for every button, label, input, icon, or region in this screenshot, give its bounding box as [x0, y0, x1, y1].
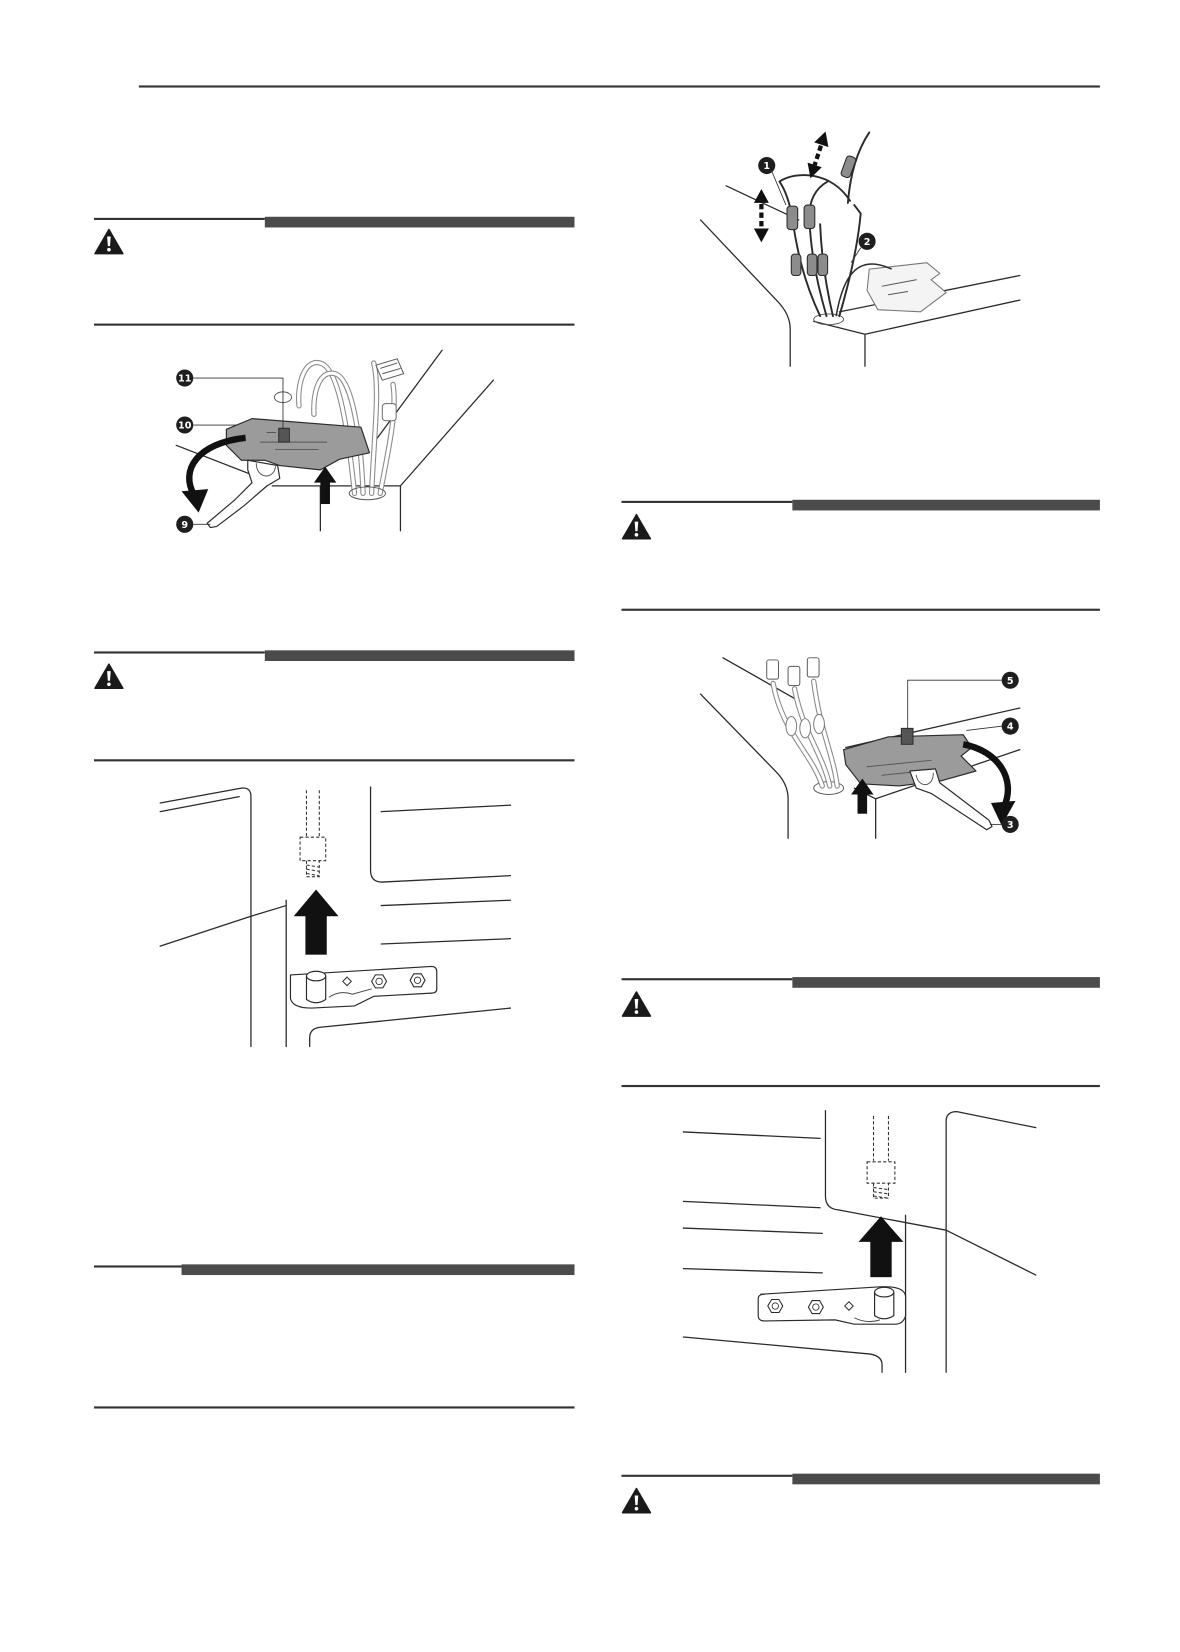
callout-4: 4: [1006, 721, 1014, 733]
warning-header-line: [622, 978, 793, 980]
warning-header-bar: [265, 217, 575, 228]
hinge-pin-outline: [300, 790, 326, 876]
pull-arrow-icon: [754, 189, 769, 242]
door-outline: [906, 1112, 1036, 1373]
hinge-bracket: [290, 966, 436, 1008]
callout-1: 1: [763, 161, 771, 173]
warning-header-bar: [792, 500, 1100, 511]
door-outline: [160, 788, 251, 946]
callout-5: 5: [1006, 675, 1014, 687]
up-arrow-icon: [859, 1216, 904, 1277]
warning-header-line: [94, 651, 265, 653]
warning-header-bar: [792, 1474, 1100, 1485]
warning-header-bar: [265, 650, 575, 661]
warning-header-line: [622, 1475, 793, 1477]
figure-hinge-pin-right: [678, 1100, 1046, 1380]
warning-footer-rule: [94, 759, 575, 761]
callout-3: 3: [1006, 819, 1014, 831]
figure-hinge-pin-left: [150, 777, 518, 1053]
hinge-pin-outline: [867, 1116, 895, 1198]
warning-icon: [622, 1486, 652, 1514]
figure-hinge-cover-right: [694, 646, 1036, 849]
callout-11: 11: [178, 373, 192, 385]
warning-icon: [622, 990, 652, 1018]
warning-icon: [94, 662, 124, 690]
header-rule: [139, 85, 1100, 87]
callout-10: 10: [178, 420, 192, 432]
warning-header-line: [622, 501, 793, 503]
wire-connectors: [787, 155, 857, 275]
warning-footer-rule: [622, 1085, 1100, 1087]
wire-bundle: [767, 658, 837, 786]
note-header-bar: [182, 1264, 575, 1275]
note-footer-rule: [94, 1406, 575, 1408]
hinge-cover-plate: [867, 263, 946, 312]
warning-icon: [94, 227, 124, 255]
hinge-cover-lever: [207, 460, 280, 527]
cabinet-outline: [683, 1111, 946, 1373]
note-header-line: [94, 1265, 182, 1267]
hinge-bracket: [758, 1287, 905, 1324]
callout-2: 2: [863, 236, 871, 248]
warning-icon: [622, 513, 652, 541]
plate-tab: [279, 428, 290, 442]
warning-header-bar: [792, 977, 1100, 988]
figure-hinge-cover-left: [160, 340, 512, 538]
cabinet-outline: [251, 787, 510, 1046]
pull-arrow-icon: [803, 129, 832, 180]
up-arrow-icon: [294, 890, 339, 955]
warning-footer-rule: [94, 324, 575, 326]
callout-leader-4: [966, 726, 1001, 730]
warning-header-line: [94, 218, 265, 220]
plate-tab: [901, 728, 913, 744]
warning-footer-rule: [622, 609, 1100, 611]
callout-9: 9: [181, 519, 189, 531]
figure-wire-connectors: [694, 120, 1036, 372]
